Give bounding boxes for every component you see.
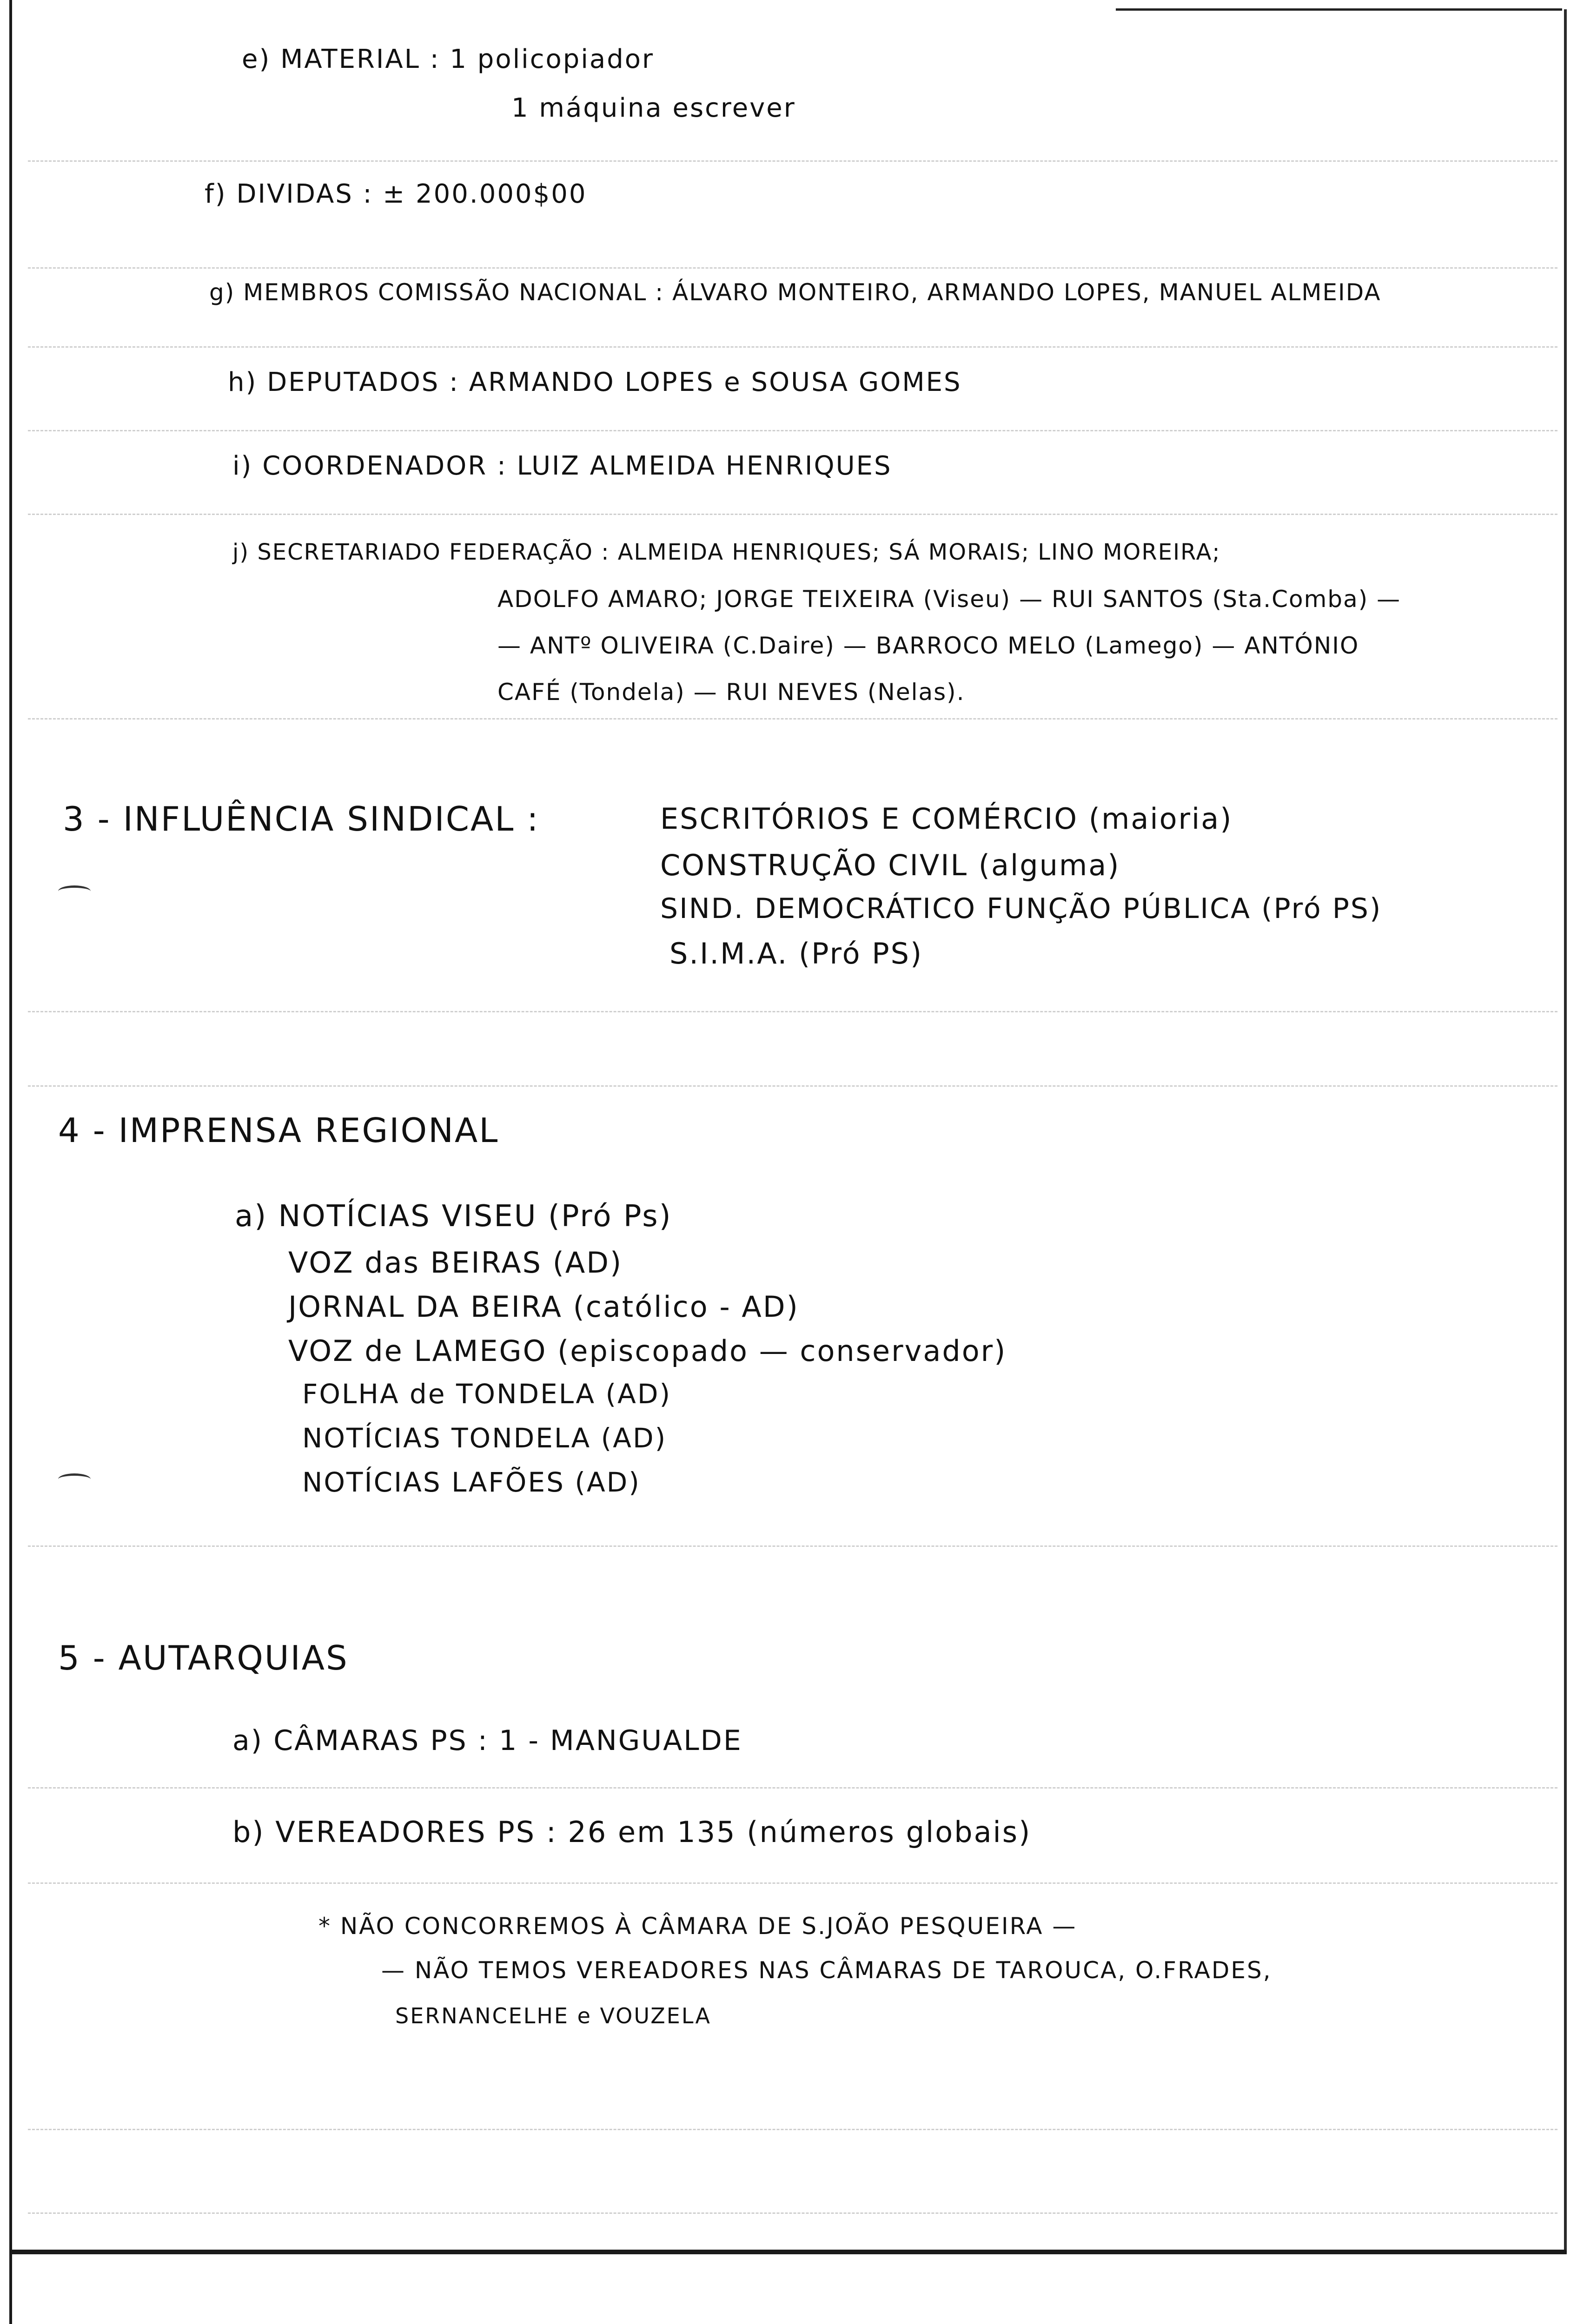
item-f-dividas: f) DIVIDAS : ± 200.000$00 <box>205 179 587 209</box>
margin-mark <box>58 885 91 897</box>
item-j-secretariado: j) SECRETARIADO FEDERAÇÃO : ALMEIDA HENRIQUES; SÁ MORAIS; LINO MOREIRA; <box>232 539 1221 565</box>
ruled-line <box>28 2129 1557 2130</box>
item-e-material: e) MATERIAL : 1 policopiador <box>242 44 655 74</box>
ruled-line <box>28 267 1557 269</box>
margin-mark <box>58 1473 91 1485</box>
note-line: — NÃO TEMOS VEREADORES NAS CÂMARAS DE TAROUCA, O.FRADES, <box>381 1957 1272 1984</box>
note-line: SERNANCELHE e VOUZELA <box>395 2003 711 2028</box>
sindical-line: S.I.M.A. (Pró PS) <box>669 937 923 971</box>
press-item: VOZ das BEIRAS (AD) <box>288 1246 623 1280</box>
autarquias-item-b: b) VEREADORES PS : 26 em 135 (números globais) <box>232 1815 1032 1849</box>
press-item: JORNAL DA BEIRA (católico - AD) <box>288 1290 799 1324</box>
item-i-coordenador: i) COORDENADOR : LUIZ ALMEIDA HENRIQUES <box>232 451 892 481</box>
sindical-line: SIND. DEMOCRÁTICO FUNÇÃO PÚBLICA (Pró PS) <box>660 892 1382 925</box>
ruled-line <box>28 1011 1557 1012</box>
item-j-secretariado-cont: CAFÉ (Tondela) — RUI NEVES (Nelas). <box>497 679 965 706</box>
press-item: NOTÍCIAS LAFÕES (AD) <box>302 1466 641 1498</box>
ruled-line <box>28 346 1557 348</box>
item-j-secretariado-cont: ADOLFO AMARO; JORGE TEIXEIRA (Viseu) — RUI SANTOS (Sta.Comba) — <box>497 586 1401 613</box>
page-bottom-edge <box>9 2250 1567 2254</box>
press-item: VOZ de LAMEGO (episcopado — conservador) <box>288 1334 1007 1368</box>
ruled-line <box>28 1787 1557 1789</box>
section-5-heading: 5 - AUTARQUIAS <box>58 1638 349 1677</box>
section-4-heading: 4 - IMPRENSA REGIONAL <box>58 1111 499 1150</box>
note-line: * NÃO CONCORREMOS À CÂMARA DE S.JOÃO PESQUEIRA — <box>318 1913 1077 1940</box>
item-j-secretariado-cont: — ANTº OLIVEIRA (C.Daire) — BARROCO MELO (Lamego) — ANTÓNIO <box>497 632 1359 659</box>
page-left-edge <box>9 0 12 2324</box>
page-right-edge <box>1564 9 1567 2254</box>
page-top-edge <box>1116 8 1562 11</box>
sindical-line: ESCRITÓRIOS E COMÉRCIO (maioria) <box>660 802 1233 836</box>
ruled-line <box>28 430 1557 431</box>
sindical-line: CONSTRUÇÃO CIVIL (alguma) <box>660 848 1120 882</box>
ruled-line <box>28 160 1557 162</box>
ruled-line <box>28 2212 1557 2214</box>
ruled-line <box>28 1545 1557 1547</box>
press-item: NOTÍCIAS TONDELA (AD) <box>302 1422 667 1454</box>
item-h-deputados: h) DEPUTADOS : ARMANDO LOPES e SOUSA GOMES <box>228 367 962 397</box>
press-item: FOLHA de TONDELA (AD) <box>302 1378 672 1410</box>
ruled-line <box>28 718 1557 720</box>
ruled-line <box>28 1882 1557 1884</box>
ruled-line <box>28 1085 1557 1087</box>
item-e-material-cont: 1 máquina escrever <box>511 93 796 123</box>
ruled-line <box>28 514 1557 515</box>
press-item: a) NOTÍCIAS VISEU (Pró Ps) <box>235 1199 672 1234</box>
section-3-heading: 3 - INFLUÊNCIA SINDICAL : <box>63 799 540 838</box>
item-g-membros: g) MEMBROS COMISSÃO NACIONAL : ÁLVARO MONTEIRO, ARMANDO LOPES, MANUEL ALMEIDA <box>209 279 1381 306</box>
autarquias-item-a: a) CÂMARAS PS : 1 - MANGUALDE <box>232 1724 742 1757</box>
